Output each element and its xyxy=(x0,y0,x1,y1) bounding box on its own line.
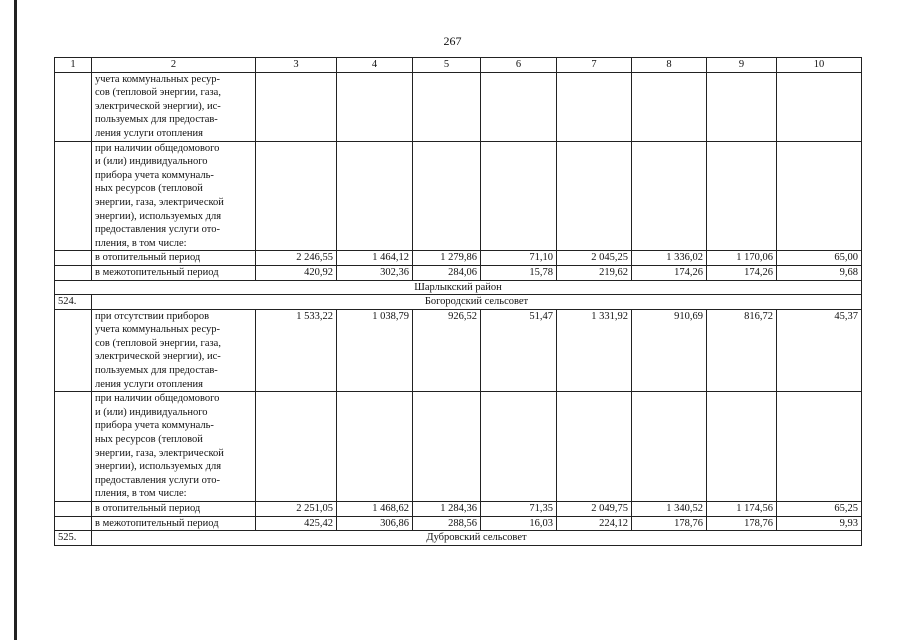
value-cell: 816,72 xyxy=(707,309,777,392)
column-header: 10 xyxy=(777,58,862,73)
value-cell: 174,26 xyxy=(707,265,777,280)
row-label: в отопительный период xyxy=(92,502,256,517)
district-name: Шарлыкский район xyxy=(55,280,862,295)
value-cell: 71,10 xyxy=(481,251,557,266)
value-cell: 288,56 xyxy=(413,516,481,531)
value-cell: 1 174,56 xyxy=(707,502,777,517)
value-cell: 65,00 xyxy=(777,251,862,266)
table-row xyxy=(55,502,862,517)
value-cell: 2 049,75 xyxy=(557,502,632,517)
row-label: в межотопительный период xyxy=(92,265,256,280)
row-index: 524. xyxy=(55,295,92,310)
value-cell: 1 284,36 xyxy=(413,502,481,517)
row-label: в отопительный период xyxy=(92,251,256,266)
column-header: 4 xyxy=(337,58,413,73)
value-cell: 910,69 xyxy=(632,309,707,392)
page-edge-line xyxy=(14,0,17,640)
value-cell: 178,76 xyxy=(632,516,707,531)
description-cell: учета коммунальных ресур- сов (тепловой энергии, газа, электрической энергии), ис- пользуемых для предостав- ления услуги отопления xyxy=(92,72,256,141)
value-cell: 1 170,06 xyxy=(707,251,777,266)
settlement-name: Богородский сельсовет xyxy=(92,295,862,310)
description-cell: при наличии общедомового и (или) индивидуального прибора учета коммуналь- ных ресурсов (тепловой энергии, газа, электрической энергии), используемых для предоставления услуги ото- пления, в том числе: xyxy=(92,392,256,502)
value-cell: 15,78 xyxy=(481,265,557,280)
value-cell: 224,12 xyxy=(557,516,632,531)
table-row xyxy=(55,516,862,531)
value-cell: 178,76 xyxy=(707,516,777,531)
value-cell: 1 533,22 xyxy=(256,309,337,392)
table-row xyxy=(55,251,862,266)
value-cell: 2 251,05 xyxy=(256,502,337,517)
value-cell: 1 464,12 xyxy=(337,251,413,266)
column-header: 5 xyxy=(413,58,481,73)
description-cell: при наличии общедомового и (или) индивидуального прибора учета коммуналь- ных ресурсов (тепловой энергии, газа, электрической энергии), используемых для предоставления услуги ото- пления, в том числе: xyxy=(92,141,256,251)
value-cell: 1 331,92 xyxy=(557,309,632,392)
value-cell: 306,86 xyxy=(337,516,413,531)
index-cell xyxy=(55,141,92,251)
column-header: 6 xyxy=(481,58,557,73)
value-cell: 174,26 xyxy=(632,265,707,280)
value-cell: 65,25 xyxy=(777,502,862,517)
column-header: 3 xyxy=(256,58,337,73)
index-cell xyxy=(55,72,92,141)
value-cell: 71,35 xyxy=(481,502,557,517)
value-cell: 302,36 xyxy=(337,265,413,280)
header-row xyxy=(55,58,862,73)
table-row xyxy=(55,265,862,280)
value-cell: 284,06 xyxy=(413,265,481,280)
tariff-table xyxy=(54,57,862,546)
table-row xyxy=(55,309,862,392)
settlement-row xyxy=(55,531,862,546)
description-cell: при отсутствии приборов учета коммунальных ресур- сов (тепловой энергии, газа, электрической энергии), ис- пользуемых для предостав- ления услуги отопления xyxy=(92,309,256,392)
settlement-name: Дубровский сельсовет xyxy=(92,531,862,546)
column-header: 9 xyxy=(707,58,777,73)
value-cell: 1 340,52 xyxy=(632,502,707,517)
column-header: 8 xyxy=(632,58,707,73)
table-row xyxy=(55,141,862,251)
value-cell: 2 045,25 xyxy=(557,251,632,266)
value-cell: 1 336,02 xyxy=(632,251,707,266)
page-number: 267 xyxy=(443,34,462,48)
column-header: 7 xyxy=(557,58,632,73)
value-cell: 9,93 xyxy=(777,516,862,531)
district-row xyxy=(55,280,862,295)
value-cell: 2 246,55 xyxy=(256,251,337,266)
value-cell: 1 468,62 xyxy=(337,502,413,517)
table-row xyxy=(55,72,862,141)
value-cell: 219,62 xyxy=(557,265,632,280)
column-header: 2 xyxy=(92,58,256,73)
value-cell: 425,42 xyxy=(256,516,337,531)
value-cell: 420,92 xyxy=(256,265,337,280)
value-cell: 16,03 xyxy=(481,516,557,531)
row-index: 525. xyxy=(55,531,92,546)
value-cell: 45,37 xyxy=(777,309,862,392)
row-label: в межотопительный период xyxy=(92,516,256,531)
value-cell: 926,52 xyxy=(413,309,481,392)
table-row xyxy=(55,392,862,502)
column-header: 1 xyxy=(55,58,92,73)
value-cell: 9,68 xyxy=(777,265,862,280)
value-cell: 1 279,86 xyxy=(413,251,481,266)
value-cell: 1 038,79 xyxy=(337,309,413,392)
value-cell: 51,47 xyxy=(481,309,557,392)
settlement-row xyxy=(55,295,862,310)
